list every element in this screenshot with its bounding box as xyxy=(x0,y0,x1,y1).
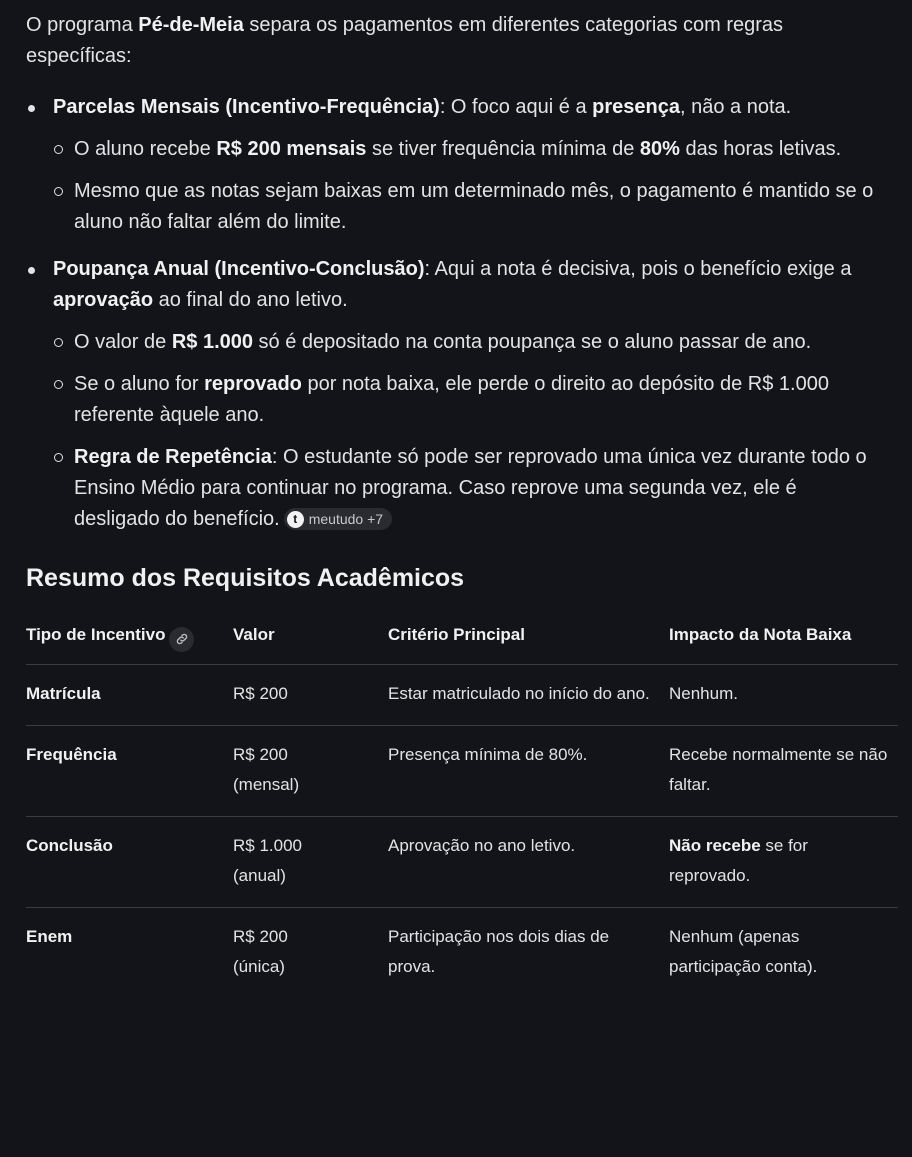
cell-tipo: Enem xyxy=(26,907,233,998)
sub-item: O aluno recebe R$ 200 mensais se tiver frequência mínima de 80% das horas letivas. xyxy=(53,134,886,165)
table-row xyxy=(26,664,898,725)
intro-paragraph: O programa Pé-de-Meia separa os pagamentos em diferentes categorias com regras específicas: xyxy=(26,14,784,67)
table-row xyxy=(26,816,898,907)
table-row xyxy=(26,907,898,998)
header-impacto: Impacto da Nota Baixa xyxy=(669,625,852,644)
cell-tipo: Frequência xyxy=(26,725,233,816)
cell-criterio: Estar matriculado no início do ano. xyxy=(388,664,669,725)
cell-valor: R$ 200 xyxy=(233,664,388,725)
source-logo-icon: t xyxy=(287,511,304,528)
sub-item: Mesmo que as notas sejam baixas em um determinado mês, o pagamento é mantido se o aluno não faltar além do limite. xyxy=(53,176,886,238)
cell-valor: R$ 200 (mensal) xyxy=(233,725,388,816)
sub-list xyxy=(53,327,886,535)
cell-valor: R$ 200 (única) xyxy=(233,907,388,998)
cell-impacto: Recebe normalmente se não faltar. xyxy=(669,725,898,816)
sub-list xyxy=(53,134,886,238)
bullet-list xyxy=(26,92,886,535)
table-row xyxy=(26,725,898,816)
cell-criterio: Participação nos dois dias de prova. xyxy=(388,907,669,998)
section-heading: Resumo dos Requisitos Acadêmicos xyxy=(26,564,465,592)
cell-impacto: Nenhum (apenas participação conta). xyxy=(669,907,898,998)
cell-tipo: Conclusão xyxy=(26,816,233,907)
bullet-item-annual: Poupança Anual (Incentivo-Conclusão): Aqui a nota é decisiva, pois o benefício exige a aprovação ao final do ano letivo. O valor de R$ 1.000 só é depositado na conta poupança se o aluno passar de ano. Se o aluno for reprovado por nota baixa, ele perde o direito ao depósito de R$ 1.000 referente àquele ano. Regra de Repetência: O estudante só pode ser reprovado uma única vez durante todo o Ensino Médio para continuar no programa. Caso reprove uma segunda vez, ele é desligado do benefício. t meutudo +7 xyxy=(26,254,886,535)
cell-impacto: Nenhum. xyxy=(669,664,898,725)
header-criterio: Critério Principal xyxy=(388,625,525,644)
cell-criterio: Aprovação no ano letivo. xyxy=(388,816,669,907)
cell-impacto: Não recebe se for reprovado. xyxy=(669,816,898,907)
cell-tipo: Matrícula xyxy=(26,664,233,725)
bullet-item-monthly: Parcelas Mensais (Incentivo-Frequência): O foco aqui é a presença, não a nota. O aluno recebe R$ 200 mensais se tiver frequência mínima de 80% das horas letivas. Mesmo que as notas sejam baixas em um determinado mês, o pagamento é mantido se o aluno não faltar além do limite. xyxy=(26,92,886,238)
source-chip-label: meutudo +7 xyxy=(308,511,384,527)
sub-item: Se o aluno for reprovado por nota baixa, ele perde o direito ao depósito de R$ 1.000 referente àquele ano. xyxy=(53,369,886,431)
requirements-table xyxy=(26,613,898,998)
source-chip[interactable] xyxy=(284,508,392,530)
cell-valor: R$ 1.000 (anual) xyxy=(233,816,388,907)
cell-criterio: Presença mínima de 80%. xyxy=(388,725,669,816)
link-icon[interactable] xyxy=(169,627,194,652)
header-tipo: Tipo de Incentivo xyxy=(26,613,233,664)
sub-item: O valor de R$ 1.000 só é depositado na conta poupança se o aluno passar de ano. xyxy=(53,327,886,358)
header-valor: Valor xyxy=(233,625,275,644)
sub-item: Regra de Repetência: O estudante só pode ser reprovado uma única vez durante todo o Ensino Médio para continuar no programa. Caso reprove uma segunda vez, ele é desligado do benefício. t meutudo +7 xyxy=(53,442,886,535)
table-header-row xyxy=(26,613,898,664)
